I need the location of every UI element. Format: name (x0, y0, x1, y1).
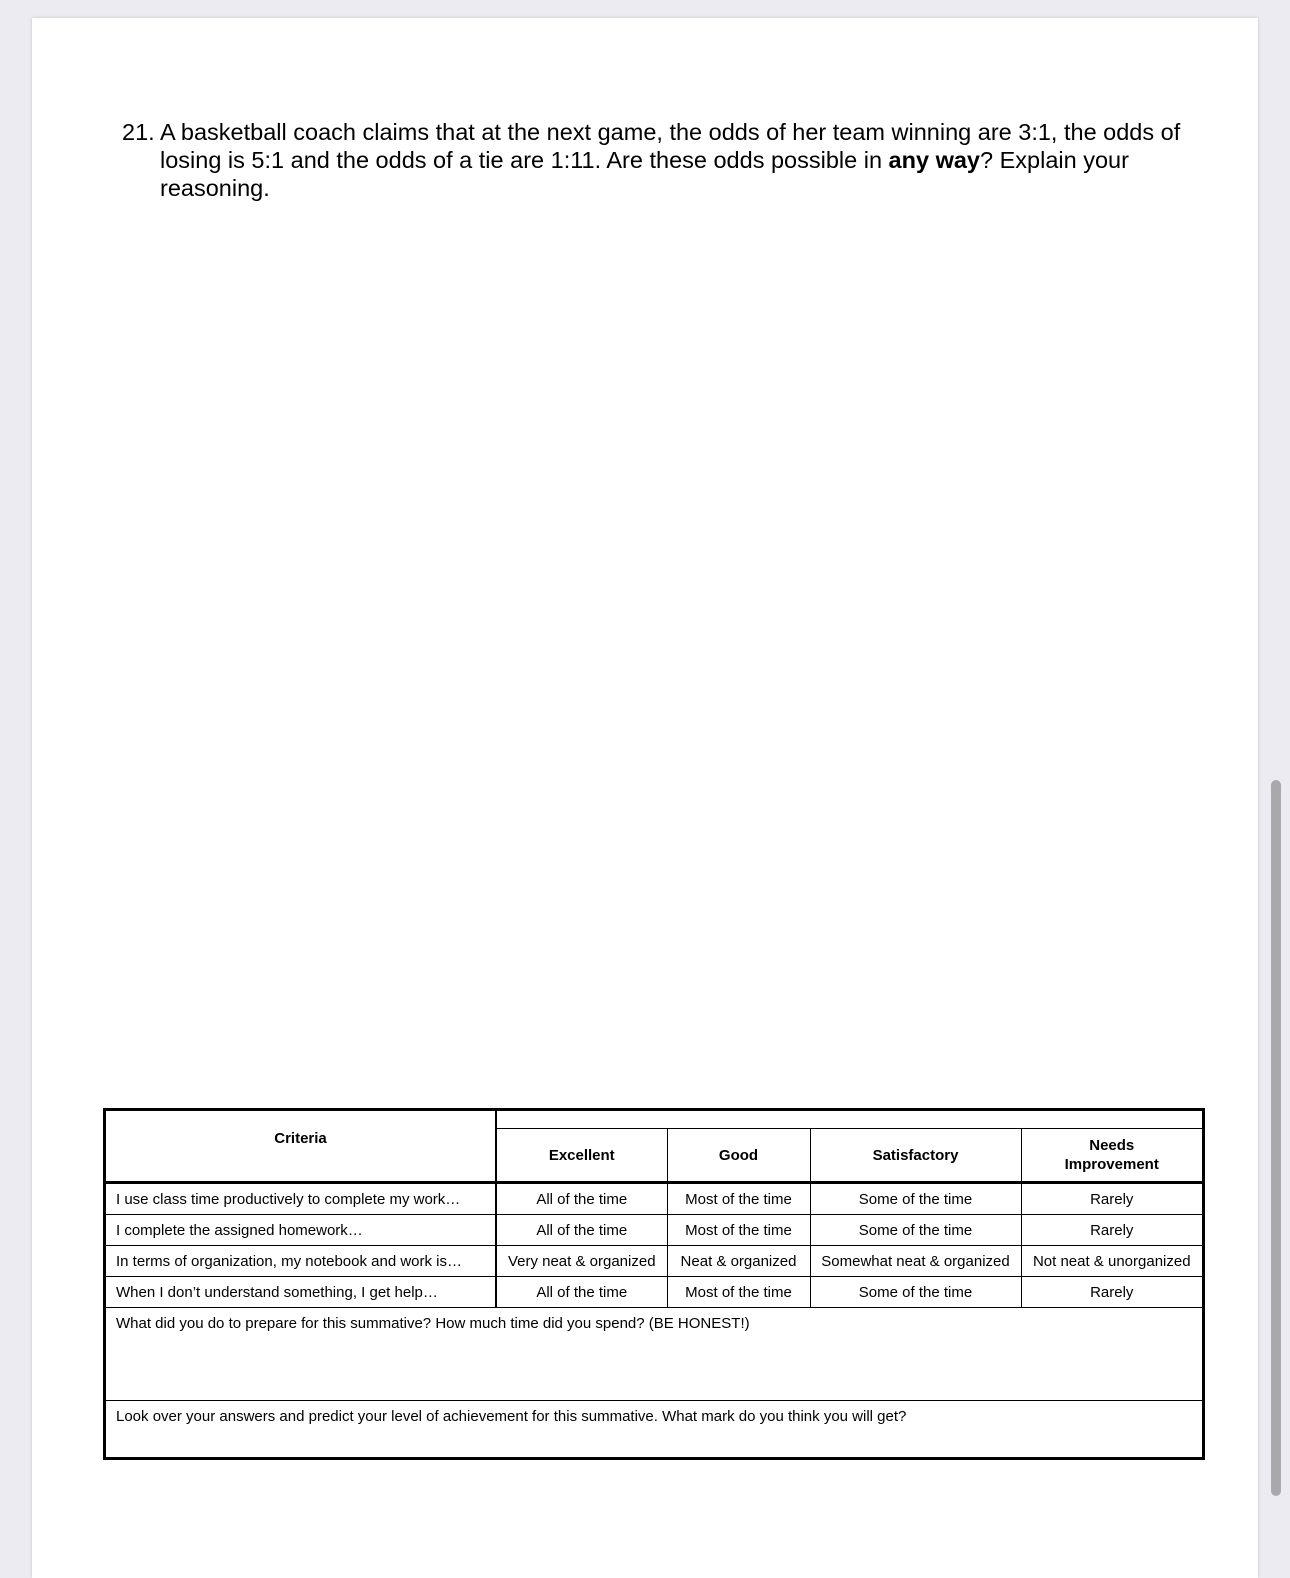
cell-satisfactory: Some of the time (810, 1277, 1021, 1308)
needs-improvement-label: Needs Improvement (1064, 1137, 1159, 1173)
criterion-cell: When I don’t understand something, I get help… (106, 1277, 496, 1308)
level-header-satisfactory: Satisfactory (810, 1129, 1021, 1183)
cell-needs-improvement: Rarely (1021, 1215, 1202, 1246)
question-number: 21. (122, 119, 155, 145)
cell-good: Most of the time (667, 1183, 810, 1215)
cell-needs-improvement: Rarely (1021, 1277, 1202, 1308)
vertical-scrollbar[interactable] (1271, 780, 1281, 1496)
level-header-good: Good (667, 1129, 810, 1183)
table-row (106, 1183, 1202, 1215)
table-row (106, 1246, 1202, 1277)
question-text-part2: ? Explain your reasoning. (160, 147, 1129, 201)
prepare-prompt-row (106, 1308, 1202, 1401)
predict-prompt: Look over your answers and predict your level of achievement for this summative. What mark do you think you will get? (116, 1408, 907, 1425)
header-band (496, 1111, 1202, 1129)
predict-prompt-row (106, 1401, 1202, 1459)
table-row (106, 1215, 1202, 1246)
criterion-cell: I complete the assigned homework… (106, 1215, 496, 1246)
self-assessment-rubric (103, 1108, 1205, 1460)
cell-excellent: Very neat & organized (496, 1246, 667, 1277)
cell-good: Neat & organized (667, 1246, 810, 1277)
criterion-cell: In terms of organization, my notebook and work is… (106, 1246, 496, 1277)
cell-satisfactory: Somewhat neat & organized (810, 1246, 1021, 1277)
cell-excellent: All of the time (496, 1183, 667, 1215)
question-text (160, 118, 1212, 202)
cell-good: Most of the time (667, 1277, 810, 1308)
question-text-bold: any way (888, 147, 980, 173)
prepare-prompt: What did you do to prepare for this summative? How much time did you spend? (BE HONEST!) (106, 1308, 1202, 1401)
cell-excellent: All of the time (496, 1277, 667, 1308)
document-page (32, 18, 1258, 1578)
level-header-needs-improvement (1021, 1129, 1202, 1183)
question-21 (122, 118, 1212, 202)
cell-needs-improvement: Rarely (1021, 1183, 1202, 1215)
criterion-cell: I use class time productively to complete my work… (106, 1183, 496, 1215)
cell-excellent: All of the time (496, 1215, 667, 1246)
cell-needs-improvement: Not neat & unorganized (1021, 1246, 1202, 1277)
question-text-part1: A basketball coach claims that at the next game, the odds of her team winning are 3:1, the odds of losing is 5:1 and the odds of a tie are 1:11. Are these odds possible in (160, 119, 1181, 173)
cell-good: Most of the time (667, 1215, 810, 1246)
criteria-header: Criteria (106, 1111, 496, 1183)
level-header-excellent: Excellent (496, 1129, 667, 1183)
cell-satisfactory: Some of the time (810, 1215, 1021, 1246)
cell-satisfactory: Some of the time (810, 1183, 1021, 1215)
rubric-table (106, 1111, 1202, 1458)
table-row (106, 1277, 1202, 1308)
